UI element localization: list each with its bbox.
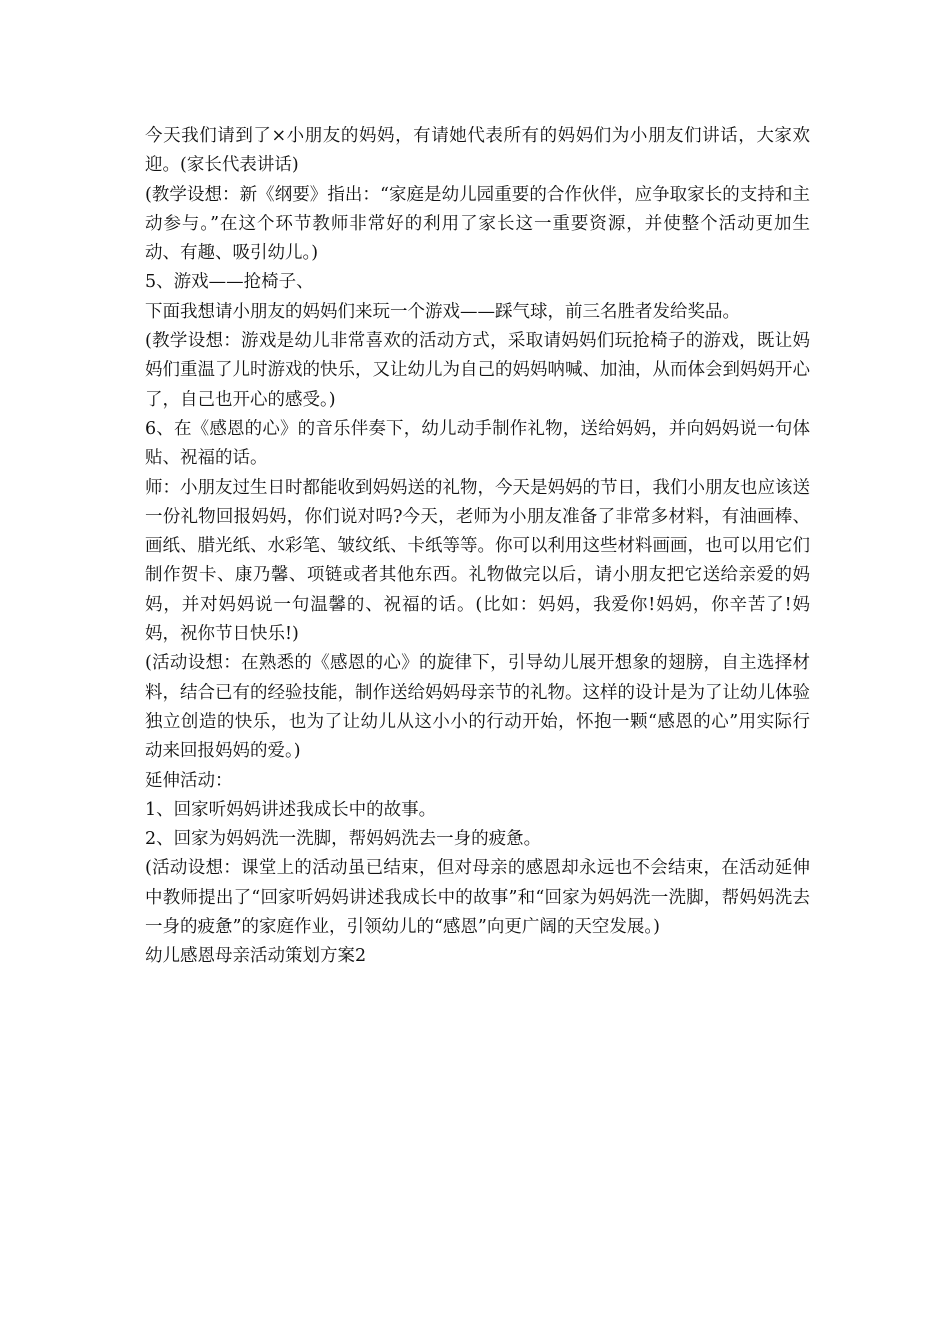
paragraph-extension-item-1: 1、回家听妈妈讲述我成长中的故事。 — [145, 799, 437, 820]
paragraph-plan-2-title: 幼儿感恩母亲活动策划方案2 — [145, 946, 367, 967]
paragraph-step-5-heading: 5、游戏——抢椅子、 — [145, 272, 314, 293]
paragraph-teaching-idea-1: (教学设想：新《纲要》指出：“家庭是幼儿园重要的合作伙伴，应争取家长的支持和主动参与。”在这个环节教师非常好的利用了家长这一重要资源，并使整个活动更加生动、有趣、吸引幼儿。) — [145, 184, 810, 264]
paragraph-activity-idea-2: (活动设想：课堂上的活动虽已结束，但对母亲的感恩却永远也不会结束，在活动延伸中教师提出了“回家听妈妈讲述我成长中的故事”和“回家为妈妈洗一洗脚，帮妈妈洗去一身的疲惫”的家庭作业，引领幼儿的“感恩”向更广阔的天空发展。) — [145, 858, 810, 938]
paragraph-extension-heading: 延伸活动： — [145, 770, 233, 791]
document-body — [145, 122, 810, 972]
paragraph-teacher-speech: 师：小朋友过生日时都能收到妈妈送的礼物，今天是妈妈的节日，我们小朋友也应该送一份礼物回报妈妈，你们说对吗?今天，老师为小朋友准备了非常多材料，有油画棒、画纸、腊光纸、水彩笔、皱纹纸、卡纸等等。你可以利用这些材料画画，也可以用它们制作贺卡、康乃馨、项链或者其他东西。礼物做完以后，请小朋友把它送给亲爱的妈妈，并对妈妈说一句温馨的、祝福的话。(比如：妈妈，我爱你!妈妈，你辛苦了!妈妈，祝你节日快乐!) — [145, 477, 810, 645]
paragraph-step-6-heading: 6、在《感恩的心》的音乐伴奏下，幼儿动手制作礼物，送给妈妈，并向妈妈说一句体贴、祝福的话。 — [145, 418, 810, 469]
paragraph-activity-idea-1: (活动设想：在熟悉的《感恩的心》的旋律下，引导幼儿展开想象的翅膀，自主选择材料，结合已有的经验技能，制作送给妈妈母亲节的礼物。这样的设计是为了让幼儿体验独立创造的快乐，也为了让幼儿从这小小的行动开始，怀抱一颗“感恩的心”用实际行动来回报妈妈的爱。) — [145, 653, 810, 762]
paragraph-extension-item-2: 2、回家为妈妈洗一洗脚，帮妈妈洗去一身的疲惫。 — [145, 829, 542, 850]
paragraph-teaching-idea-2: (教学设想：游戏是幼儿非常喜欢的活动方式，采取请妈妈们玩抢椅子的游戏，既让妈妈们重温了儿时游戏的快乐，又让幼儿为自己的妈妈呐喊、加油，从而体会到妈妈开心了，自己也开心的感受。) — [145, 331, 810, 410]
paragraph-game-intro: 下面我想请小朋友的妈妈们来玩一个游戏——踩气球，前三名胜者发给奖品。 — [145, 301, 740, 322]
paragraph-parent-speech: 今天我们请到了×小朋友的妈妈，有请她代表所有的妈妈们为小朋友们讲话，大家欢迎。(家长代表讲话) — [145, 126, 810, 176]
